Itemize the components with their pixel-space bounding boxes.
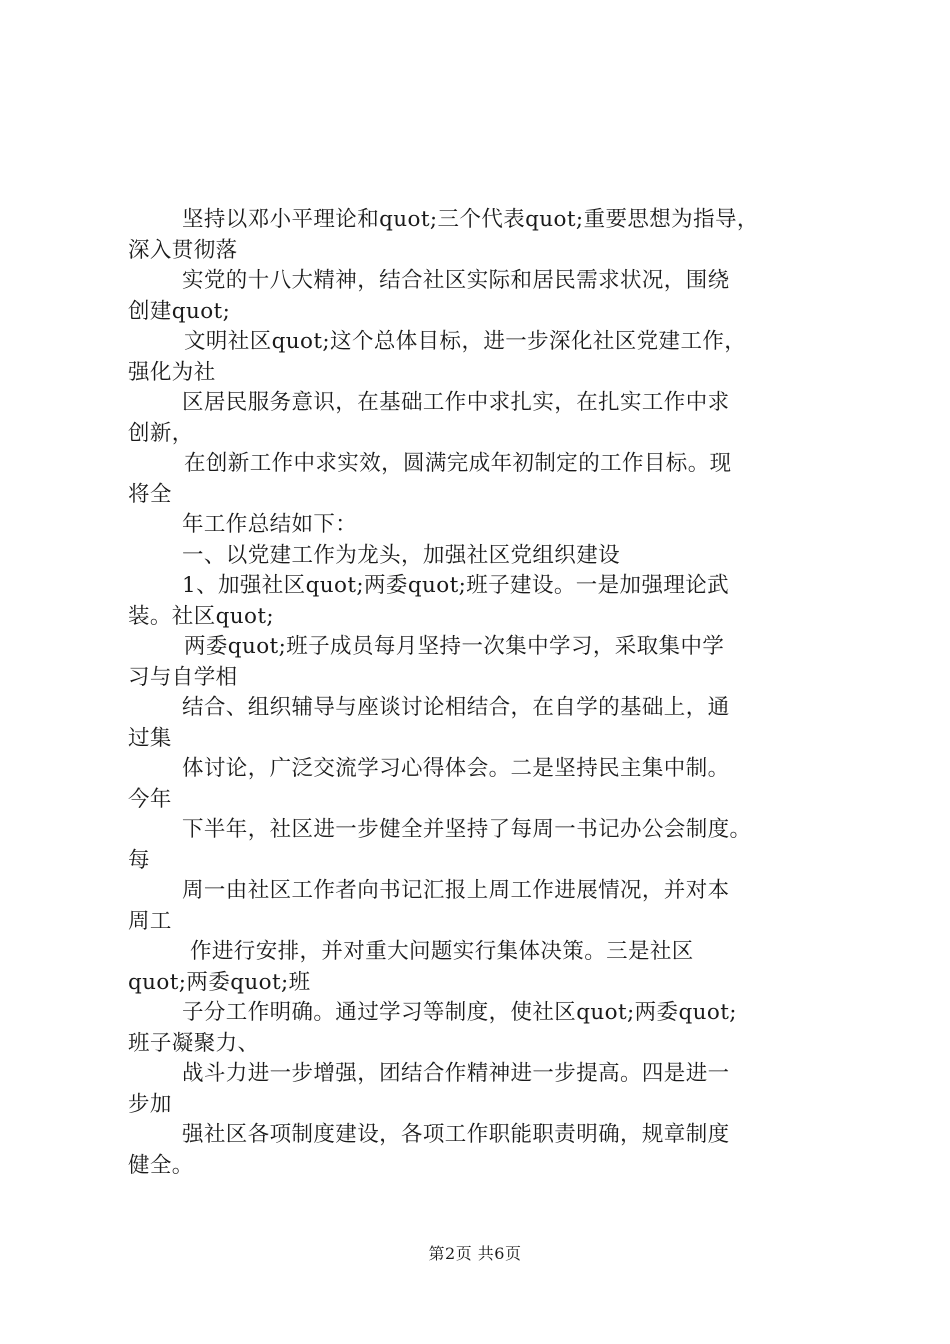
text-line: 区居民服务意识，在基础工作中求扎实，在扎实工作中求 — [182, 390, 730, 415]
text-line: 每 — [128, 847, 150, 873]
text-line: 体讨论，广泛交流学习心得体会。二是坚持民主集中制。 — [182, 756, 730, 781]
text-line: 习与自学相 — [128, 664, 238, 690]
document-body — [128, 205, 852, 1181]
text-line: 装。社区quot; — [128, 603, 275, 629]
text-line: 强社区各项制度建设，各项工作职能职责明确，规章制度 — [182, 1122, 730, 1147]
text-line: 年工作总结如下： — [182, 512, 358, 537]
text-line: 深入贯彻落 — [128, 237, 238, 263]
text-line: 步加 — [128, 1091, 172, 1117]
text-line: 文明社区quot;这个总体目标，进一步深化社区党建工作， — [184, 329, 747, 354]
section-heading: 一、以党建工作为龙头，加强社区党组织建设 — [182, 542, 621, 568]
text-line: 作进行安排，并对重大问题实行集体决策。三是社区 — [190, 939, 694, 964]
text-line: 结合、组织辅导与座谈讨论相结合，在自学的基础上，通 — [182, 695, 730, 720]
text-line: 周一由社区工作者向书记汇报上周工作进展情况，并对本 — [182, 878, 730, 903]
text-line: 两委quot;班子成员每月坚持一次集中学习，采取集中学 — [184, 634, 725, 659]
text-line: 周工 — [128, 908, 172, 934]
text-line: 创新， — [128, 420, 194, 446]
text-line: 在创新工作中求实效，圆满完成年初制定的工作目标。现 — [184, 451, 732, 476]
text-line: quot;两委quot;班 — [128, 969, 311, 995]
text-line: 过集 — [128, 725, 172, 751]
text-line: 坚持以邓小平理论和quot;三个代表quot;重要思想为指导， — [182, 207, 759, 232]
text-line: 1、加强社区quot;两委quot;班子建设。一是加强理论武 — [182, 573, 730, 598]
text-line: 将全 — [128, 481, 172, 507]
text-line: 子分工作明确。通过学习等制度，使社区quot;两委quot; — [182, 1000, 737, 1025]
text-line: 下半年，社区进一步健全并坚持了每周一书记办公会制度。 — [182, 817, 752, 842]
text-line: 创建quot; — [128, 298, 231, 324]
text-line: 强化为社 — [128, 359, 216, 385]
text-line: 战斗力进一步增强，团结合作精神进一步提高。四是进一 — [182, 1061, 730, 1086]
text-line: 健全。 — [128, 1152, 194, 1178]
text-line: 今年 — [128, 786, 172, 812]
page-number-footer: 第2页 共6页 — [428, 1244, 522, 1263]
text-line: 班子凝聚力、 — [128, 1030, 260, 1056]
text-line: 实党的十八大精神，结合社区实际和居民需求状况，围绕 — [182, 268, 730, 293]
